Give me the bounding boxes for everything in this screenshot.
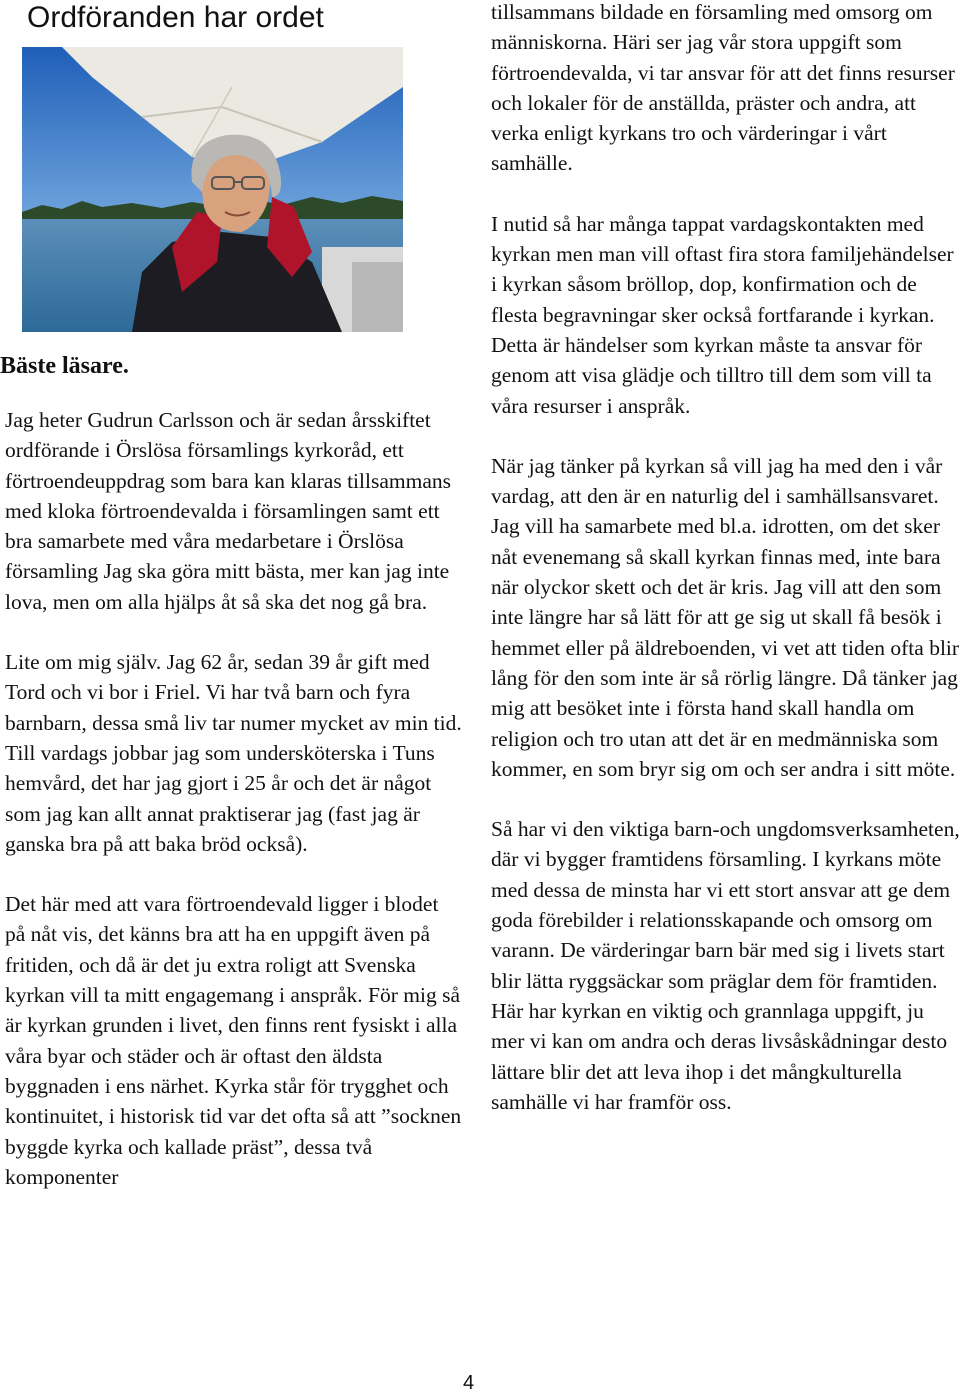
paragraph: I nutid så har många tappat vardagskontakten med kyrkan men man vill oftast fira stora familjehändelser i kyrkan såsom bröllop, dop, konfirmation och de flesta begravningar sker också fortfarande i kyrkan. Detta är händelser som kyrkan måste ta ansvar för genom att visa glädje och tilltro till dem som vill ta våra resurser i anspråk. <box>491 211 954 418</box>
paragraph: tillsammans bildade en församling med omsorg om människorna. Häri ser jag vår stora uppgift som förtroendevalda, vi tar ansvar för att det finns resurser och lokaler för de anställda, präster och andra, att verka enligt kyrkans tro och värderingar i vårt samhälle. <box>491 0 955 176</box>
right-column <box>491 0 960 1147</box>
page-title: Ordföranden har ordet <box>27 1 324 34</box>
paragraph: När jag tänker på kyrkan så vill jag ha med den i vår vardag, att den är en naturlig del i samhällsansvaret. Jag vill ha samarbete med bl.a. idrotten, om det sker nåt evenemang så skall kyrkan finnas med, inte bara när olyckor skett och det är kris. Jag vill att den som inte längre har så lätt för att ge sig ut skall få besök i hemmet eller på äldreboenden, vi vet att tiden ofta blir lång för den som inte är så rörlig längre. Då tänker jag mig att besöket inte i första hand skall handla om religion och tro utan att det är en medmänniska som kommer, en som bryr sig om och ser andra i sitt möte. <box>491 453 960 781</box>
portrait-photo <box>22 47 403 332</box>
greeting: Bäste läsare. <box>0 353 129 379</box>
paragraph: Så har vi den viktiga barn-och ungdomsverksamheten, där vi bygger framtidens församling. I kyrkans möte med dessa de minsta har vi ett stort ansvar att ge dem goda förebilder i relationsskapande och omsorg om varann. De värderingar barn bär med sig i livets start blir lätta ryggsäckar som präglar dem för framtiden. Här har kyrkan en viktig och grannlaga uppgift, ju mer vi kan om andra och deras livsåskådningar desto lättare blir det att leva ihop i det mångkulturella samhälle vi har framför oss. <box>491 817 960 1114</box>
paragraph: Lite om mig själv. Jag 62 år, sedan 39 år gift med Tord och vi bor i Friel. Vi har två barn och fyra barnbarn, dessa små liv tar numer mycket av min tid. Till vardags jobbar jag som undersköterska i Tuns hemvård, det har jag gjort i 25 år och det är något som jag kan allt annat praktiserar jag (fast jag är ganska bra på att baka bröd också). <box>5 650 462 856</box>
portrait-photo-icon <box>22 47 403 332</box>
paragraph: Jag heter Gudrun Carlsson och är sedan årsskiftet ordförande i Örslösa församlings kyrkoråd, ett förtroendeuppdrag som bara kan klaras tillsammans med kloka förtroendevalda i församlingen samt ett bra samarbete med våra medarbetare i Örslösa församling Jag ska göra mitt bästa, mer kan jag inte lova, men om alla hjälps åt så ska det nog gå bra. <box>5 408 451 614</box>
page-number: 4 <box>463 1372 475 1394</box>
paragraph: Det här med att vara förtroendevald ligger i blodet på nåt vis, det känns bra att ha en uppgift även på fritiden, och då är det ju extra roligt att Svenska kyrkan vill ta mitt engagemang i anspråk. För mig så är kyrkan grunden i livet, den finns rent fysiskt i alla våra byar och städer och är oftast den äldsta byggnaden i ens närhet. Kyrka står för trygghet och kontinuitet, i historisk tid var det ofta så att ”socknen byggde kyrka och kallade präst”, dessa två komponenter <box>5 892 462 1189</box>
left-column <box>5 405 463 1222</box>
